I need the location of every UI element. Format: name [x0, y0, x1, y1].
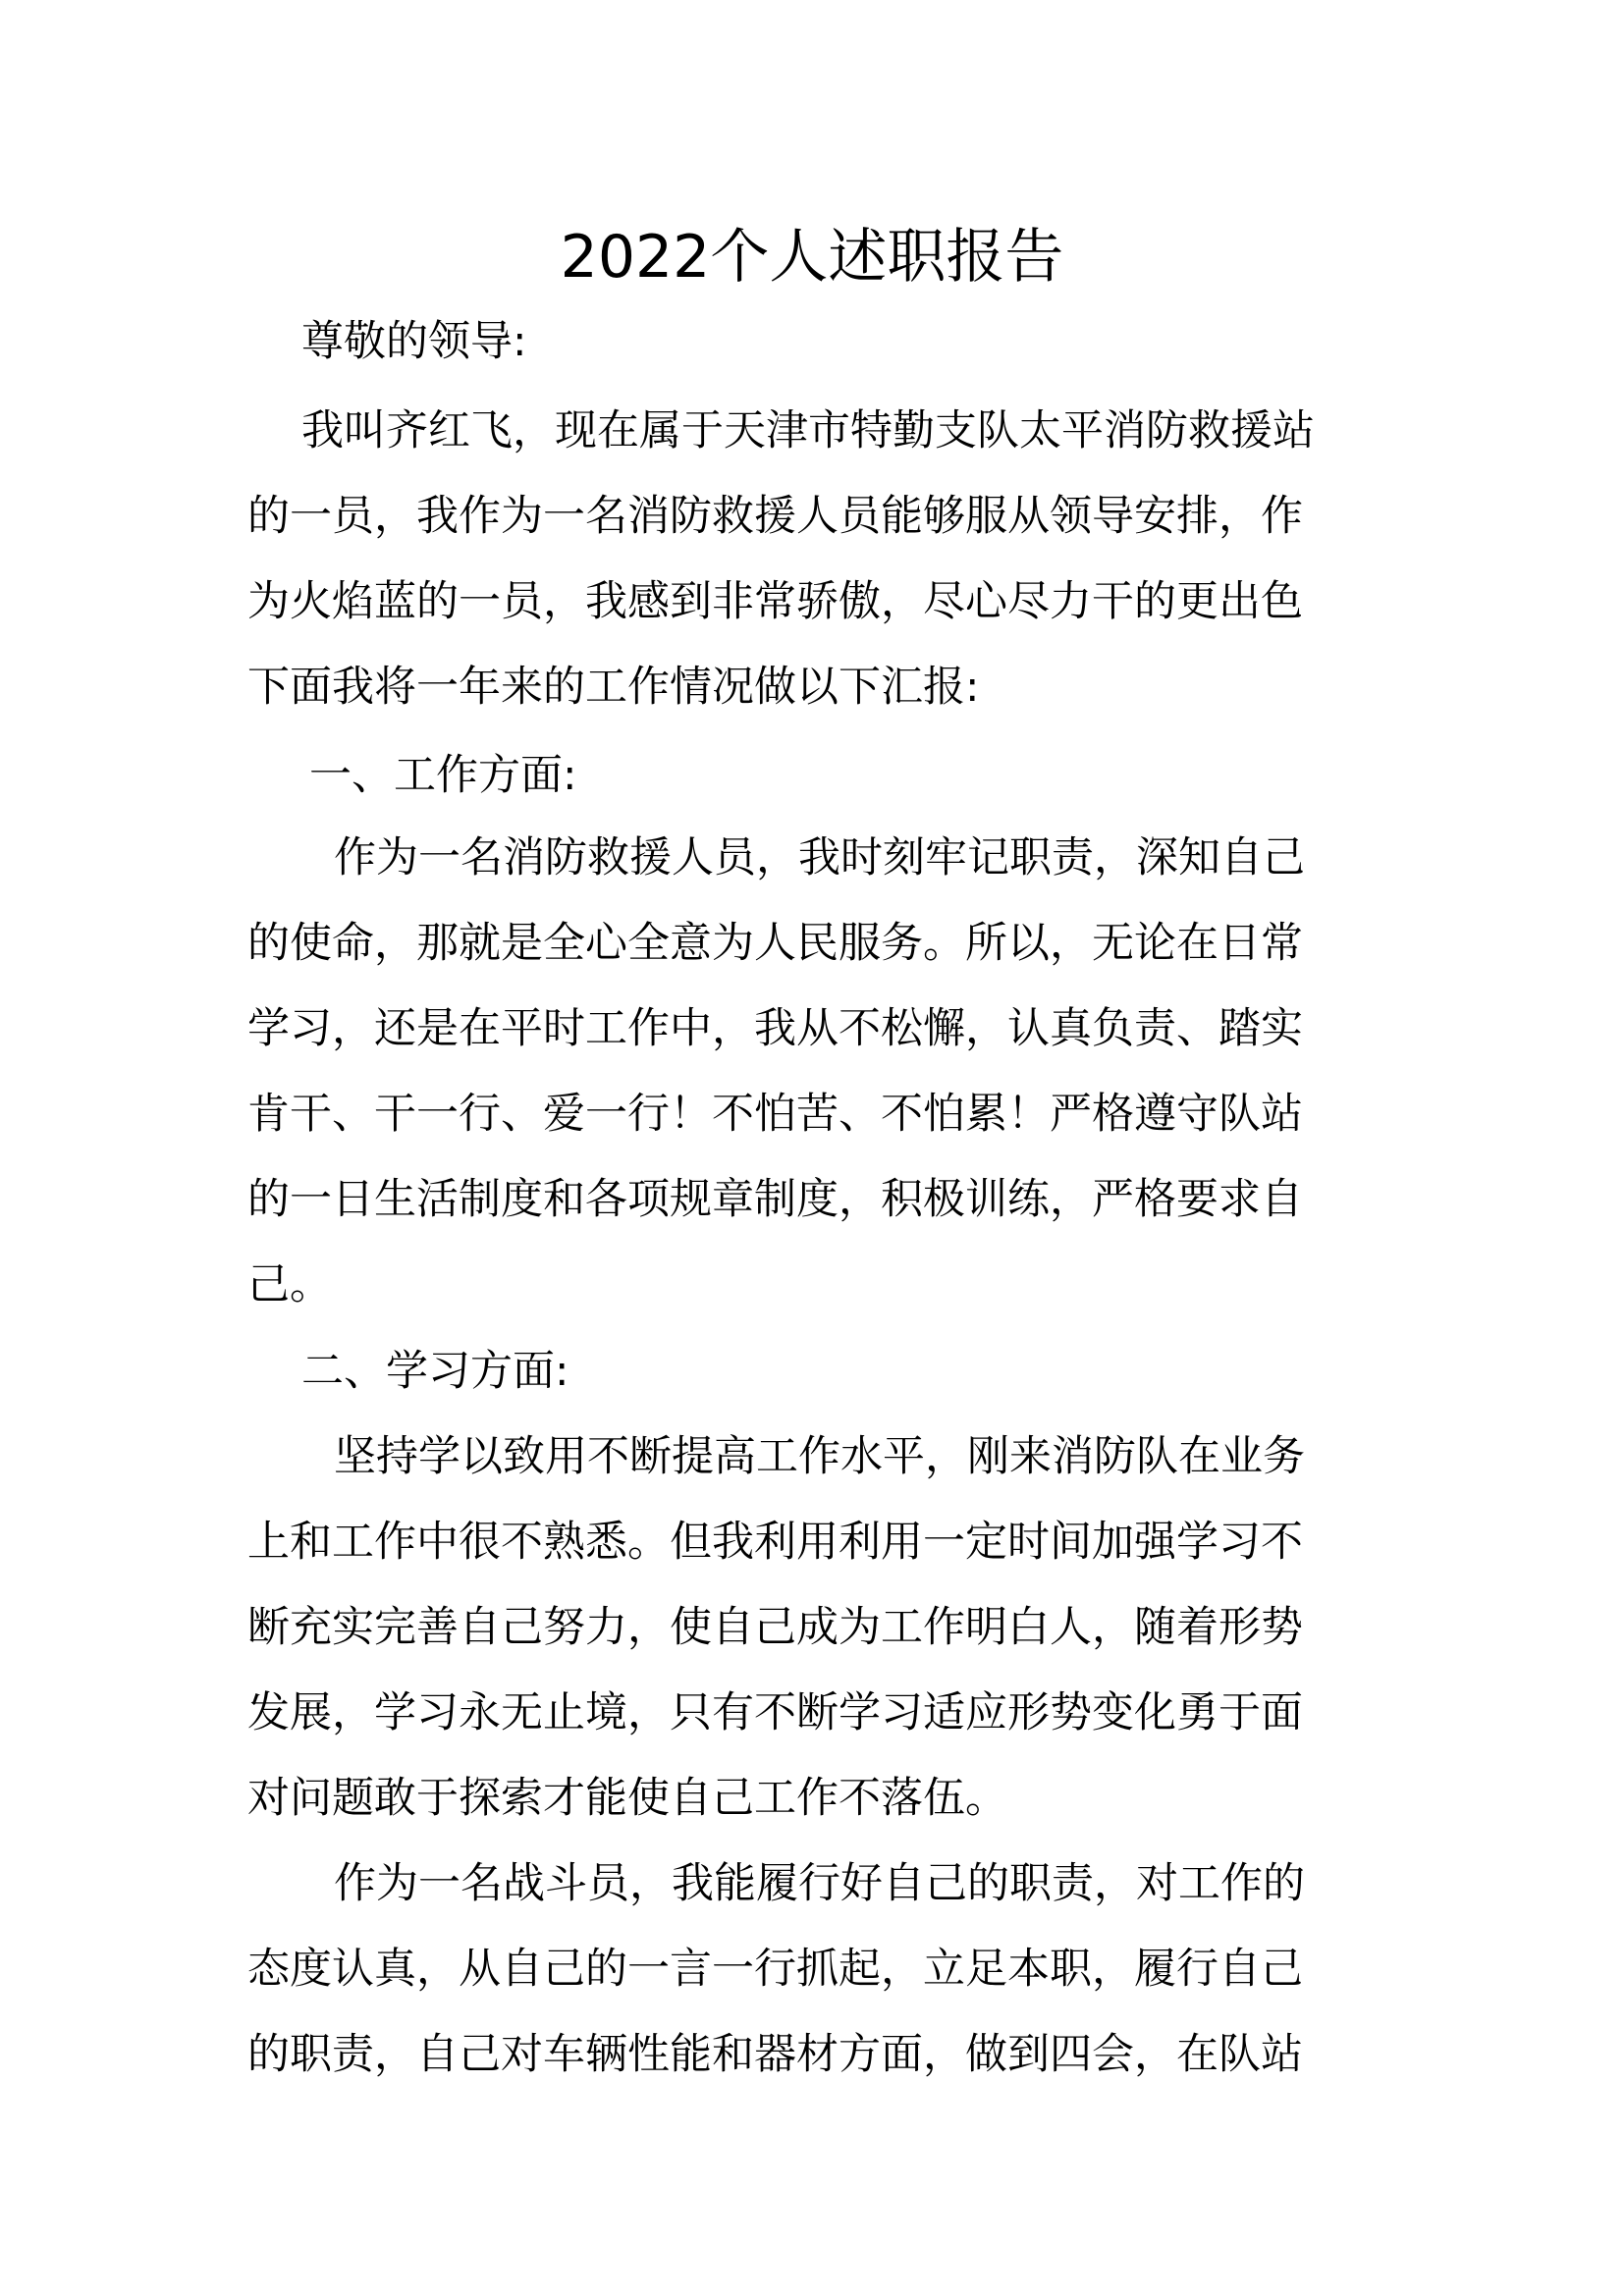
paragraph-line: 的一日生活制度和各项规章制度，积极训练，严格要求自 [247, 1175, 1303, 1224]
paragraph-line: 态度认真，从自己的一言一行抓起，立足本职，履行自己 [247, 1945, 1303, 1994]
paragraph-line: 的使命，那就是全心全意为人民服务。所以，无论在日常 [247, 919, 1303, 968]
paragraph-line: 己。 [247, 1260, 332, 1309]
section-heading-work: 一、工作方面: [309, 751, 577, 800]
section-heading-study: 二、学习方面: [301, 1347, 569, 1396]
paragraph-line: 为火焰蓝的一员，我感到非常骄傲，尽心尽力干的更出色 [247, 577, 1303, 626]
paragraph-line: 我叫齐红飞，现在属于天津市特勤支队太平消防救援站 [301, 406, 1315, 455]
paragraph-line: 对问题敢于探索才能使自己工作不落伍。 [247, 1774, 1007, 1823]
paragraph-line: 断充实完善自己努力，使自己成为工作明白人，随着形势 [247, 1603, 1303, 1652]
paragraph-line: 学习，还是在平时工作中，我从不松懈，认真负责、踏实 [247, 1004, 1303, 1053]
paragraph-line: 上和工作中很不熟悉。但我利用利用一定时间加强学习不 [247, 1518, 1303, 1567]
paragraph-line: 肯干、干一行、爱一行！不怕苦、不怕累！严格遵守队站 [247, 1090, 1303, 1139]
paragraph-line: 作为一名消防救援人员，我时刻牢记职责，深知自己 [334, 833, 1305, 882]
paragraph-line: 的职责，自己对车辆性能和器材方面，做到四会，在队站 [247, 2030, 1303, 2079]
salutation: 尊敬的领导: [301, 317, 527, 366]
paragraph-line: 作为一名战斗员，我能履行好自己的职责，对工作的 [334, 1859, 1305, 1908]
paragraph-line: 的一员，我作为一名消防救援人员能够服从领导安排，作 [247, 492, 1303, 541]
paragraph-line: 坚持学以致用不断提高工作水平，刚来消防队在业务 [334, 1432, 1305, 1481]
paragraph-line: 发展，学习永无止境，只有不断学习适应形势变化勇于面 [247, 1688, 1303, 1737]
document-title: 2022个人述职报告 [560, 223, 1064, 292]
paragraph-line: 下面我将一年来的工作情况做以下汇报: [247, 663, 980, 712]
